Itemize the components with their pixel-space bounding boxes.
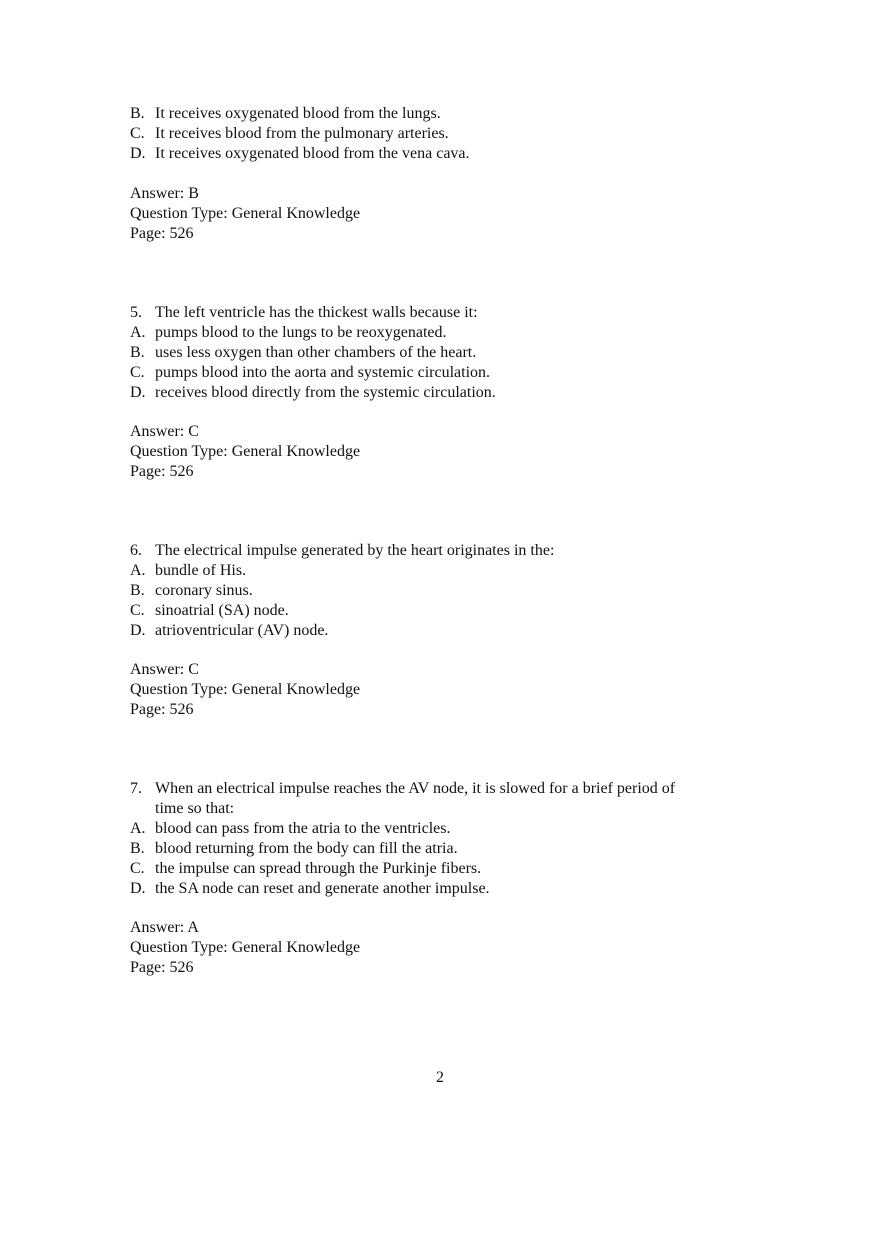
question-text-continued: time so that: xyxy=(155,800,235,817)
option-letter: A. xyxy=(130,820,146,837)
option-letter: C. xyxy=(130,860,145,877)
option-text: It receives oxygenated blood from the vena cava. xyxy=(155,145,470,162)
option-letter: D. xyxy=(130,145,146,162)
question-type: Question Type: General Knowledge xyxy=(130,205,361,222)
option-letter: B. xyxy=(130,344,145,361)
answer: Answer: B xyxy=(130,185,199,202)
option-text: pumps blood to the lungs to be reoxygenated. xyxy=(155,324,447,341)
answer: Answer: C xyxy=(130,661,199,678)
option-letter: C. xyxy=(130,602,145,619)
option-letter: C. xyxy=(130,364,145,381)
question-type: Question Type: General Knowledge xyxy=(130,443,361,460)
question-text: The left ventricle has the thickest walls because it: xyxy=(155,304,478,321)
answer: Answer: C xyxy=(130,423,199,440)
option-text: uses less oxygen than other chambers of the heart. xyxy=(155,344,477,361)
page-reference: Page: 526 xyxy=(130,701,194,718)
question-text: When an electrical impulse reaches the AV node, it is slowed for a brief period of xyxy=(155,780,676,797)
option-letter: A. xyxy=(130,562,146,579)
option-letter: B. xyxy=(130,840,145,857)
answer: Answer: A xyxy=(130,919,199,936)
option-text: atrioventricular (AV) node. xyxy=(155,622,329,639)
option-letter: D. xyxy=(130,622,146,639)
question-number: 5. xyxy=(130,304,142,321)
option-letter: A. xyxy=(130,324,146,341)
option-text: coronary sinus. xyxy=(155,582,253,599)
option-letter: B. xyxy=(130,582,145,599)
page-reference: Page: 526 xyxy=(130,959,194,976)
page-reference: Page: 526 xyxy=(130,225,194,242)
option-letter: B. xyxy=(130,105,145,122)
option-text: the SA node can reset and generate another impulse. xyxy=(155,880,490,897)
option-text: pumps blood into the aorta and systemic circulation. xyxy=(155,364,491,381)
option-text: receives blood directly from the systemic circulation. xyxy=(155,384,496,401)
question-type: Question Type: General Knowledge xyxy=(130,681,361,698)
option-letter: D. xyxy=(130,880,146,897)
option-text: blood returning from the body can fill the atria. xyxy=(155,840,458,857)
page-number: 2 xyxy=(436,1069,444,1086)
option-text: the impulse can spread through the Purkinje fibers. xyxy=(155,860,482,877)
page-reference: Page: 526 xyxy=(130,463,194,480)
option-text: bundle of His. xyxy=(155,562,247,579)
option-text: blood can pass from the atria to the ventricles. xyxy=(155,820,451,837)
option-letter: C. xyxy=(130,125,145,142)
question-number: 7. xyxy=(130,780,142,797)
question-number: 6. xyxy=(130,542,142,559)
option-text: It receives oxygenated blood from the lungs. xyxy=(155,105,441,122)
option-letter: D. xyxy=(130,384,146,401)
option-text: sinoatrial (SA) node. xyxy=(155,602,289,619)
option-text: It receives blood from the pulmonary arteries. xyxy=(155,125,449,142)
question-type: Question Type: General Knowledge xyxy=(130,939,361,956)
question-text: The electrical impulse generated by the heart originates in the: xyxy=(155,542,555,559)
